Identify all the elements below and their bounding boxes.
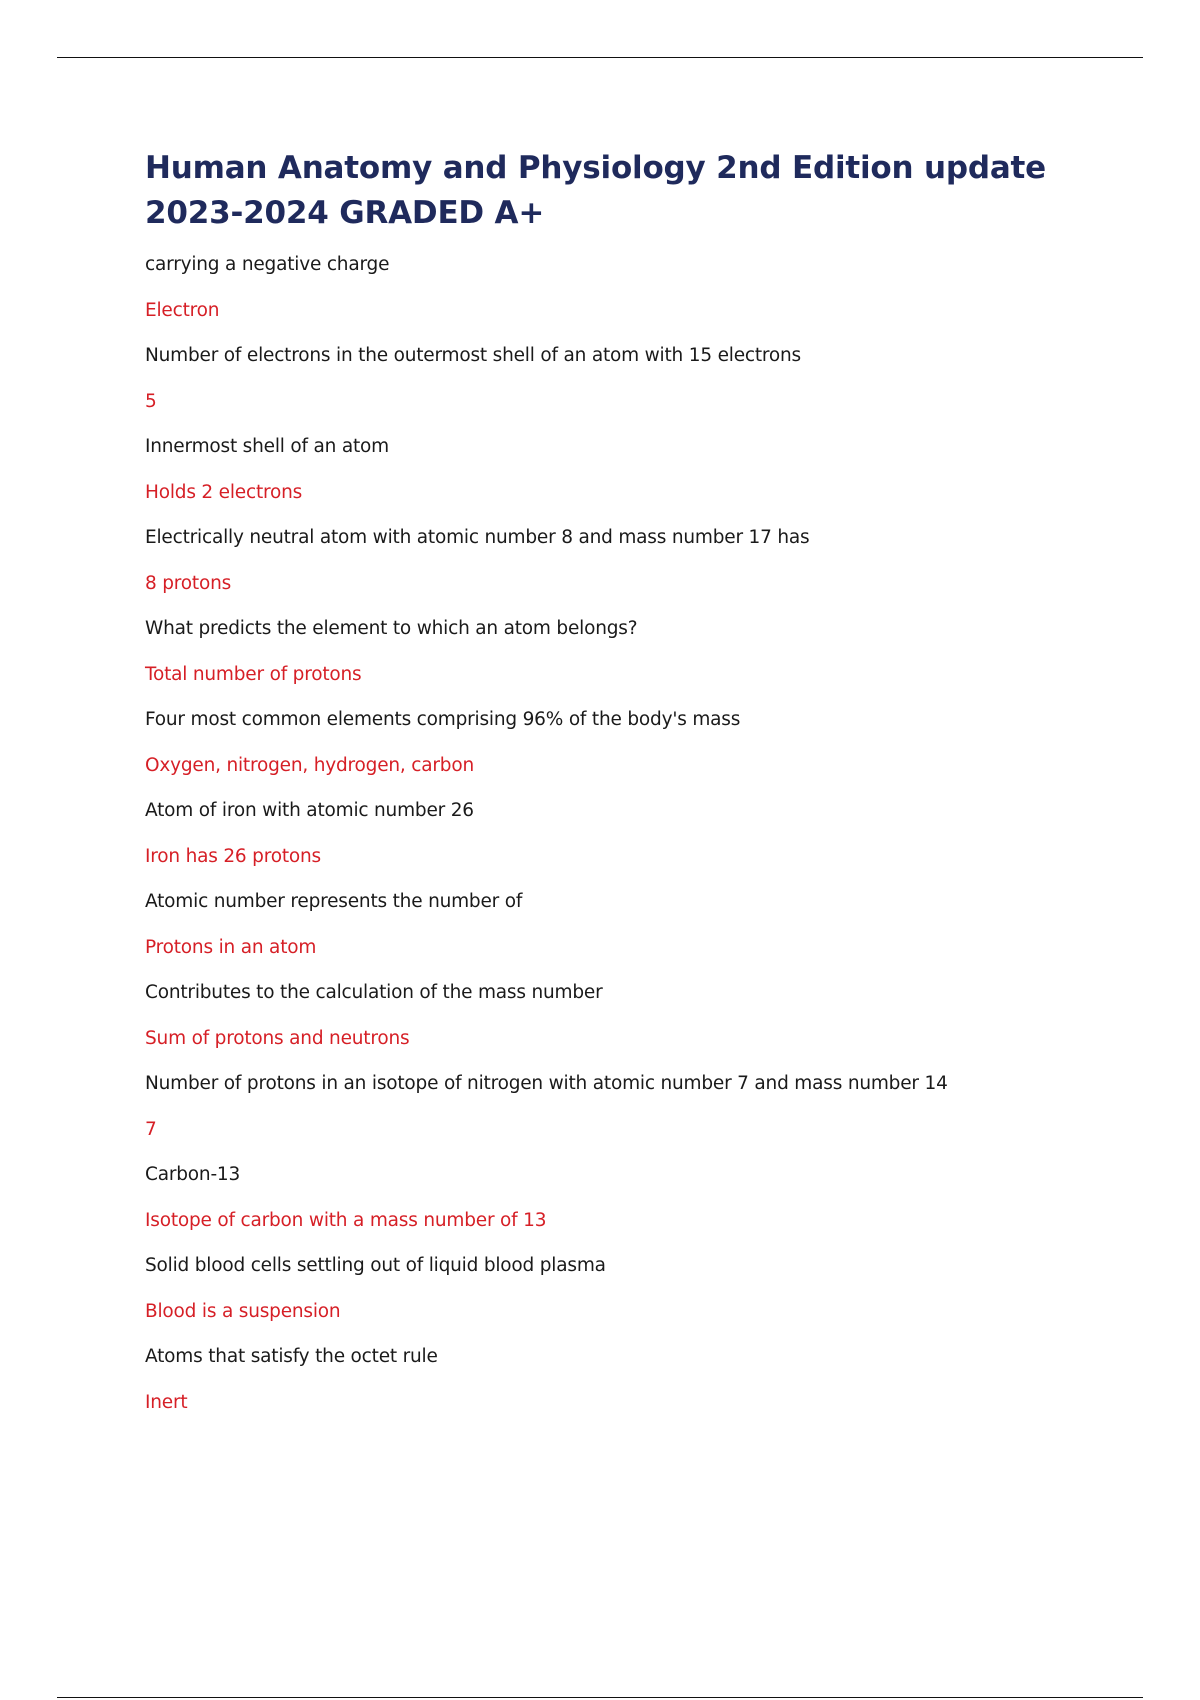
question-text: Electrically neutral atom with atomic number 8 and mass number 17 has bbox=[145, 527, 810, 548]
answer-text: Electron bbox=[145, 299, 220, 321]
answer-text: Sum of protons and neutrons bbox=[145, 1027, 410, 1049]
answer-text: Iron has 26 protons bbox=[145, 845, 321, 867]
question-text: Number of electrons in the outermost shell of an atom with 15 electrons bbox=[145, 345, 801, 366]
question-text: Innermost shell of an atom bbox=[145, 436, 389, 457]
answer-text: Inert bbox=[145, 1391, 188, 1413]
question-text: Number of protons in an isotope of nitrogen with atomic number 7 and mass number 14 bbox=[145, 1073, 948, 1094]
answer-text: Oxygen, nitrogen, hydrogen, carbon bbox=[145, 754, 474, 776]
question-text: Atomic number represents the number of bbox=[145, 891, 523, 912]
question-text: Solid blood cells settling out of liquid blood plasma bbox=[145, 1255, 606, 1276]
answer-text: Protons in an atom bbox=[145, 936, 317, 958]
answer-text: Isotope of carbon with a mass number of 13 bbox=[145, 1209, 547, 1231]
question-text: carrying a negative charge bbox=[145, 254, 390, 275]
answer-text: Blood is a suspension bbox=[145, 1300, 341, 1322]
bottom-divider bbox=[57, 1697, 1143, 1698]
answer-text: 8 protons bbox=[145, 572, 232, 594]
answer-text: 7 bbox=[145, 1118, 157, 1140]
document-title: Human Anatomy and Physiology 2nd Edition update 2023-2024 GRADED A+ bbox=[145, 150, 1046, 231]
question-text: Four most common elements comprising 96% of the body's mass bbox=[145, 709, 741, 730]
question-text: Contributes to the calculation of the mass number bbox=[145, 982, 603, 1003]
question-answer-list bbox=[145, 252, 1145, 1435]
top-divider bbox=[57, 57, 1143, 58]
answer-text: Total number of protons bbox=[145, 663, 362, 685]
question-text: Atom of iron with atomic number 26 bbox=[145, 800, 474, 821]
answer-text: 5 bbox=[145, 390, 157, 412]
question-text: What predicts the element to which an atom belongs? bbox=[145, 618, 638, 639]
question-text: Atoms that satisfy the octet rule bbox=[145, 1346, 438, 1367]
answer-text: Holds 2 electrons bbox=[145, 481, 303, 503]
question-text: Carbon-13 bbox=[145, 1164, 241, 1185]
